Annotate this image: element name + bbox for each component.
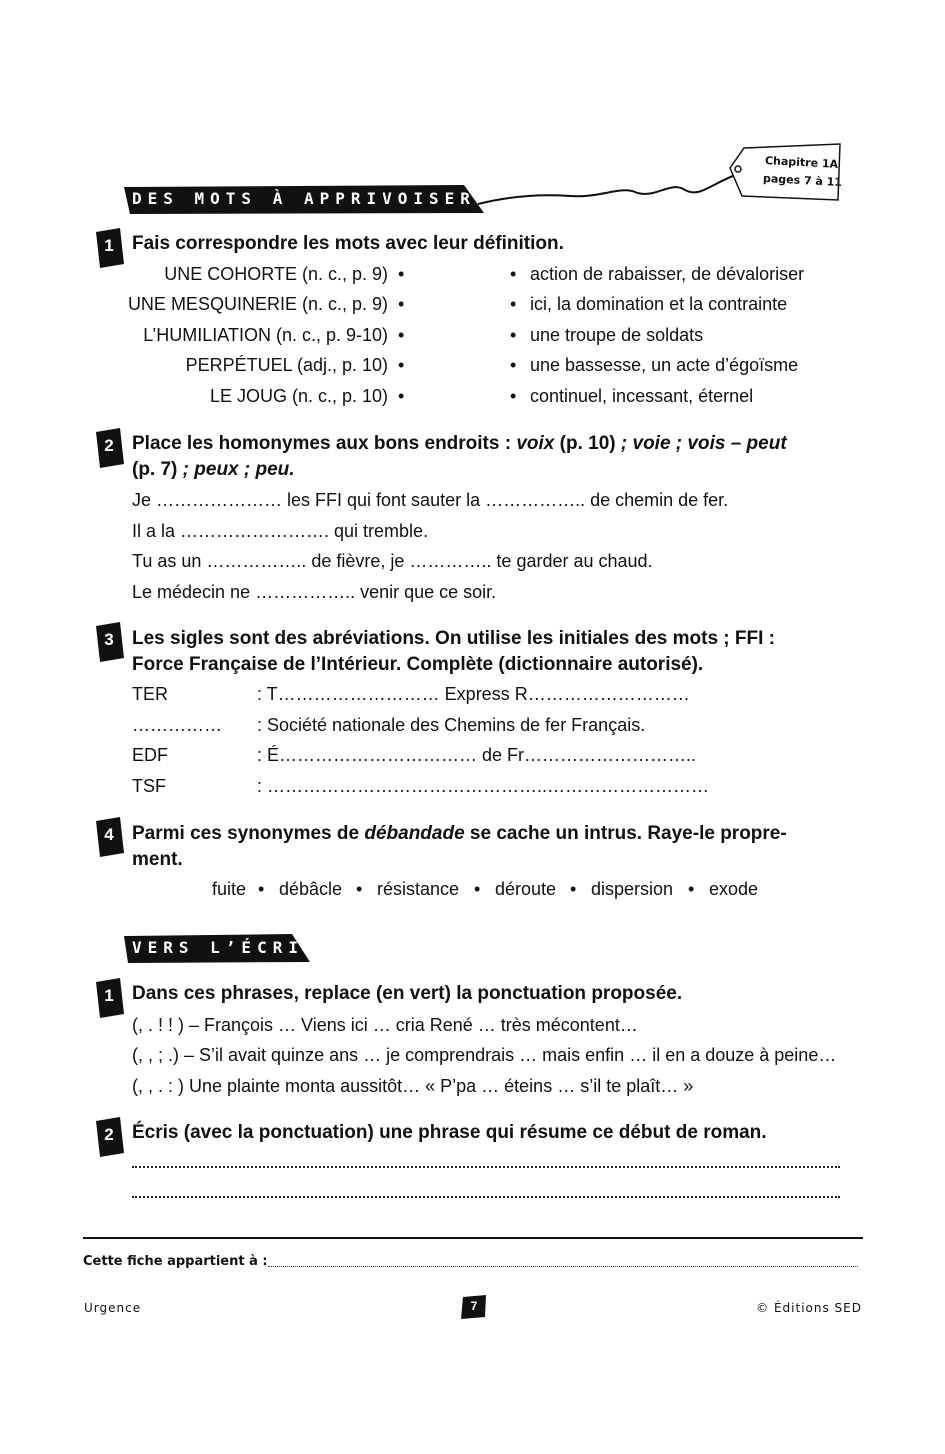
exercise-instruction: Parmi ces synonymes de débandade se cache un intrus. Raye-le propre- ment. bbox=[132, 823, 787, 870]
separator-dot: • bbox=[356, 879, 363, 899]
synonym-word[interactable]: déroute bbox=[495, 879, 557, 899]
synonym-word[interactable]: débâcle bbox=[279, 879, 343, 899]
match-bullet-left[interactable]: • bbox=[398, 386, 405, 406]
acronym-definition[interactable]: : É…………………………… de Fr……………………….. bbox=[257, 745, 697, 765]
match-word: L’HUMILIATION (n. c., p. 9-10) bbox=[143, 325, 388, 345]
match-bullet-right[interactable]: • bbox=[510, 355, 517, 375]
acronym-term: EDF bbox=[132, 745, 168, 765]
acronym-term: TER bbox=[132, 684, 168, 704]
fill-in-line[interactable]: Le médecin ne …………….. venir que ce soir. bbox=[132, 582, 497, 602]
match-definition: ici, la domination et la contrainte bbox=[530, 294, 788, 314]
match-word: UNE COHORTE (n. c., p. 9) bbox=[164, 264, 388, 284]
punctuation-line[interactable]: (, . ! ! ) – François … Viens ici … cria René … très mécontent… bbox=[132, 1015, 638, 1035]
owner-field[interactable] bbox=[268, 1266, 858, 1267]
synonym-word[interactable]: résistance bbox=[377, 879, 460, 899]
match-definition: une troupe de soldats bbox=[530, 325, 704, 345]
exercise-number-badge: 2 bbox=[94, 1117, 124, 1155]
tag-string bbox=[470, 160, 740, 220]
separator-dot: • bbox=[570, 879, 577, 899]
match-bullet-right[interactable]: • bbox=[510, 386, 517, 406]
section-title-mots: DES MOTS À APPRIVOISER bbox=[132, 189, 476, 208]
exercise-number-badge: 2 bbox=[94, 428, 124, 466]
page-number-badge bbox=[461, 1295, 487, 1319]
acronym-definition[interactable]: : ………………………………………..……………………… bbox=[257, 776, 710, 796]
writing-line[interactable] bbox=[132, 1166, 840, 1168]
acronym-definition[interactable]: : T……………………… Express R……………………… bbox=[257, 684, 690, 704]
section-banner-ecrit bbox=[124, 934, 320, 962]
exercise-number-badge: 4 bbox=[94, 817, 124, 855]
acronym-term[interactable]: …………… bbox=[132, 715, 222, 735]
match-bullet-right[interactable]: • bbox=[510, 294, 517, 314]
exercise-instruction: Fais correspondre les mots avec leur définition. bbox=[132, 233, 564, 254]
exercise-instruction: Dans ces phrases, replace (en vert) la ponctuation proposée. bbox=[132, 983, 683, 1004]
exercise-number-badge: 1 bbox=[94, 978, 124, 1016]
match-word: UNE MESQUINERIE (n. c., p. 9) bbox=[127, 294, 388, 314]
exercise-instruction: Les sigles sont des abréviations. On utilise les initiales des mots ; FFI : Force Française de l’Intérieur. Complète (dictionnaire autorisé). bbox=[132, 628, 776, 675]
match-definition: une bassesse, un acte d’égoïsme bbox=[530, 355, 799, 375]
match-definition: action de rabaisser, de dévaloriser bbox=[530, 264, 805, 284]
tag-line-2: pages 7 à 11 bbox=[762, 171, 843, 190]
synonym-word[interactable]: exode bbox=[709, 879, 759, 899]
exercise-instruction: Écris (avec la ponctuation) une phrase qui résume ce début de roman. bbox=[132, 1122, 767, 1143]
separator-dot: • bbox=[258, 879, 265, 899]
footer-book-title: Urgence bbox=[84, 1301, 142, 1315]
footer-rule bbox=[83, 1237, 863, 1239]
match-definition: continuel, incessant, éternel bbox=[530, 386, 754, 406]
exercise-number-badge: 3 bbox=[94, 622, 124, 660]
punctuation-line[interactable]: (, , . : ) Une plainte monta aussitôt… « P’pa … éteins … s’il te plaît… » bbox=[132, 1076, 694, 1096]
fill-in-line[interactable]: Il a la ……………………. qui tremble. bbox=[132, 521, 429, 541]
exercise-instruction: Place les homonymes aux bons endroits : voix (p. 10) ; voie ; vois – peut (p. 7) ; peux ; peu. bbox=[132, 433, 787, 480]
match-bullet-right[interactable]: • bbox=[510, 325, 517, 345]
section-banner-mots bbox=[124, 185, 486, 213]
acronym-definition: : Société nationale des Chemins de fer Français. bbox=[257, 715, 646, 735]
page-number: 7 bbox=[470, 1299, 478, 1313]
writing-line[interactable] bbox=[132, 1196, 840, 1198]
tag-line-1: Chapitre 1A bbox=[764, 154, 839, 171]
match-word: LE JOUG (n. c., p. 10) bbox=[209, 386, 388, 406]
footer-publisher: © Éditions SED bbox=[756, 1301, 862, 1315]
synonym-word[interactable]: fuite bbox=[212, 879, 247, 899]
acronym-term: TSF bbox=[132, 776, 166, 796]
match-bullet-left[interactable]: • bbox=[398, 355, 405, 375]
match-bullet-left[interactable]: • bbox=[398, 294, 405, 314]
fill-in-line[interactable]: Tu as un …………….. de fièvre, je ………….. te garder au chaud. bbox=[132, 551, 653, 571]
match-word: PERPÉTUEL (adj., p. 10) bbox=[185, 355, 388, 375]
punctuation-line[interactable]: (, , ; .) – S’il avait quinze ans … je comprendrais … mais enfin … il en a douze à peine… bbox=[132, 1045, 837, 1065]
synonym-word[interactable]: dispersion bbox=[591, 879, 674, 899]
match-bullet-left[interactable]: • bbox=[398, 325, 405, 345]
exercise-number-badge: 1 bbox=[94, 228, 124, 266]
match-bullet-left[interactable]: • bbox=[398, 264, 405, 284]
separator-dot: • bbox=[474, 879, 481, 899]
separator-dot: • bbox=[688, 879, 695, 899]
match-bullet-right[interactable]: • bbox=[510, 264, 517, 284]
owner-label: Cette fiche appartient à : bbox=[83, 1254, 268, 1269]
fill-in-line[interactable]: Je ………………… les FFI qui font sauter la …………….. de chemin de fer. bbox=[132, 490, 729, 510]
section-title-ecrit: VERS L’ÉCRIT bbox=[132, 938, 320, 957]
